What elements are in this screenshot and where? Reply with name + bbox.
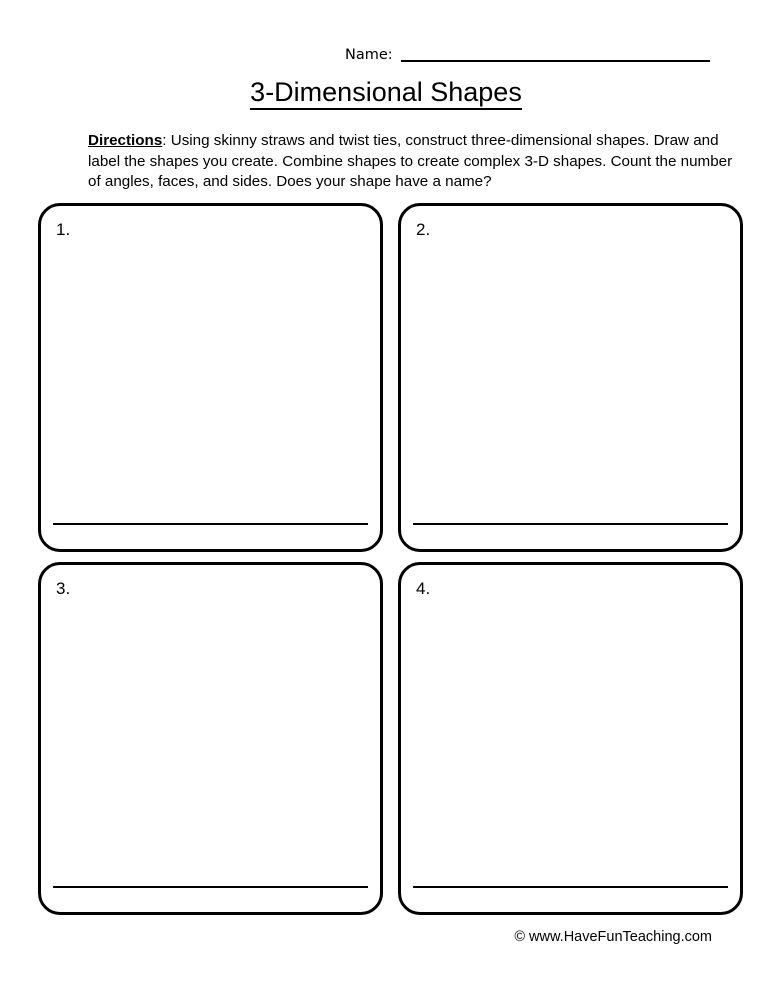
page-title-container (0, 76, 772, 110)
answer-box-2-label-line[interactable] (413, 523, 728, 525)
answer-box-2[interactable] (398, 203, 743, 552)
answer-box-4-number: 4. (416, 579, 431, 598)
answer-box-3[interactable] (38, 562, 383, 915)
page-title: 3-Dimensional Shapes (250, 76, 522, 110)
answer-box-1-label-line[interactable] (53, 523, 368, 525)
directions-separator: : (162, 132, 167, 150)
answer-box-1-number: 1. (56, 220, 71, 239)
answer-box-3-number: 3. (56, 579, 71, 598)
name-input-blank[interactable] (401, 60, 710, 62)
answer-box-3-label-line[interactable] (53, 886, 368, 888)
footer-copyright: © www.HaveFunTeaching.com (514, 929, 712, 945)
name-field-row (345, 40, 710, 64)
answer-box-2-number: 2. (416, 220, 431, 239)
directions-label: Directions (88, 132, 163, 150)
name-field-label: Name: (345, 47, 393, 63)
directions-text: Using skinny straws and twist ties, construct three-dimensional shapes. Draw and label the shapes you create. Combine shapes to create complex 3-D shapes. Count the number of angles, faces, and sides. Does your shape have a name? (88, 132, 733, 191)
answer-box-4-label-line[interactable] (413, 886, 728, 888)
answer-boxes-grid (38, 203, 742, 915)
directions-paragraph (88, 131, 738, 193)
answer-box-1[interactable] (38, 203, 383, 552)
answer-box-4[interactable] (398, 562, 743, 915)
